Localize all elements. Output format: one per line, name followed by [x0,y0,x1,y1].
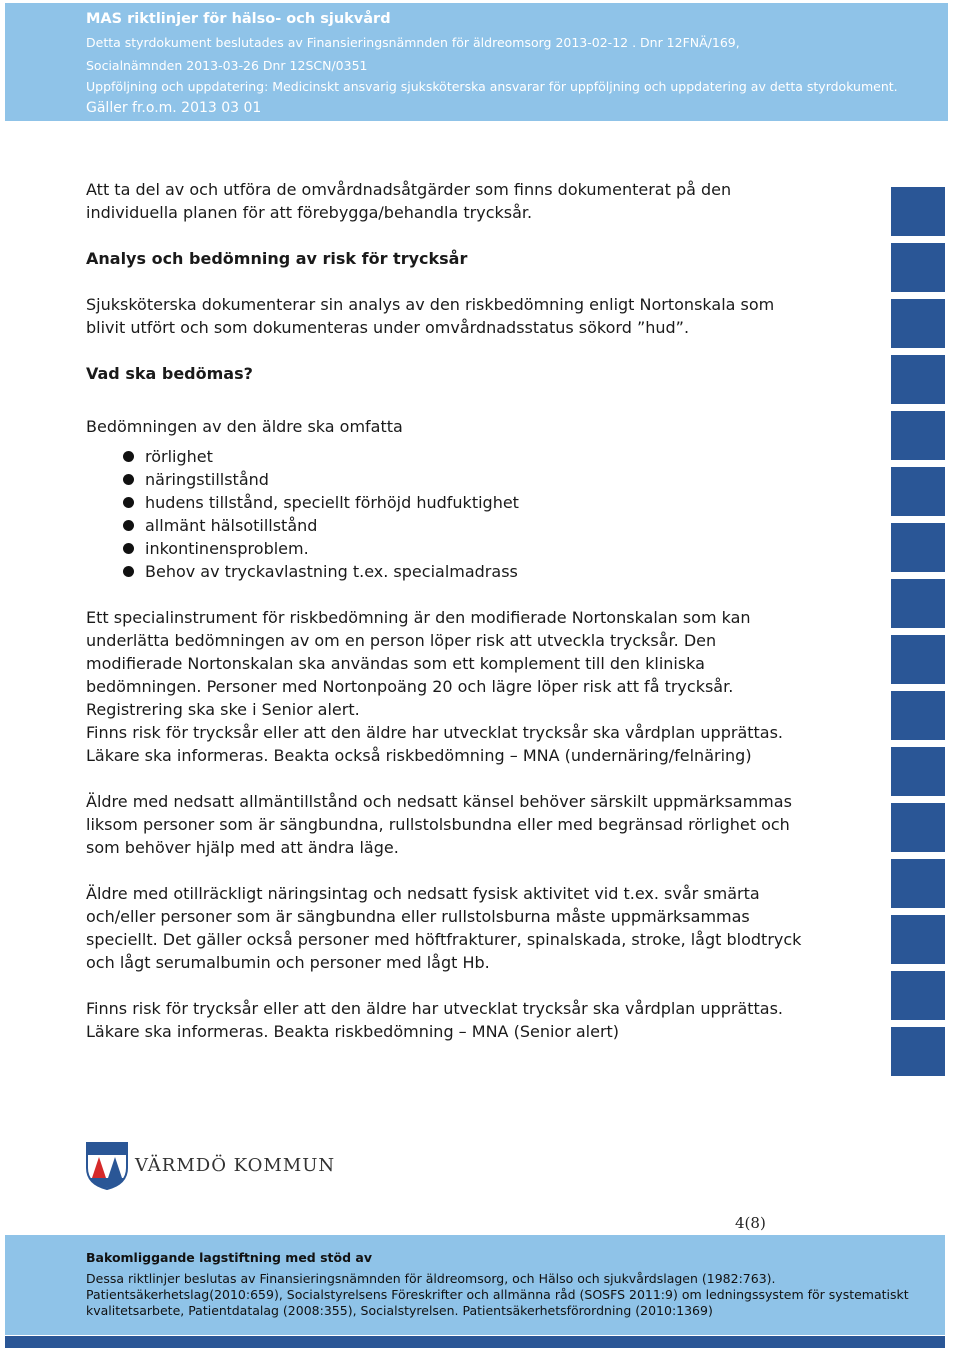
paragraph-line: Läkare ska informeras. Beakta också riskbedömning – MNA (undernäring/felnäring) [86,746,752,765]
nutrition-paragraph [86,882,886,974]
decorative-square [891,1027,945,1076]
municipality-shield-icon [86,1142,128,1190]
list-item: Behov av tryckavlastning t.ex. specialmadrass [86,560,886,583]
document-header [5,3,948,121]
bullet-icon [123,497,134,508]
decorative-square [891,243,945,292]
header-social-committee-line: Socialnämnden 2013-03-26 Dnr 12SCN/0351 [86,58,368,73]
footer-line: Dessa riktlinjer beslutas av Finansieringsnämnden för äldreomsorg, och Hälso och sjukvårdslagen (1982:763). [86,1271,776,1286]
analysis-paragraph-line: Sjuksköterska dokumenterar sin analys av den riskbedömning enligt Nortonskala som [86,295,775,314]
list-item: hudens tillstånd, speciellt förhöjd hudfuktighet [86,491,886,514]
analysis-paragraph-line: blivit utfört och som dokumenteras under omvårdnadsstatus sökord ”hud”. [86,318,690,337]
varmdo-kommun-logo [86,1142,346,1192]
care-plan-paragraph [86,997,886,1043]
decorative-square [891,971,945,1020]
paragraph-line: Äldre med otillräckligt näringsintag och nedsatt fysisk aktivitet vid t.ex. svår smärta [86,884,760,903]
paragraph-line: underlätta bedömningen av om en person löper risk att utveckla trycksår. Den [86,631,717,650]
bullet-icon [123,543,134,554]
assessment-intro: Bedömningen av den äldre ska omfatta [86,417,403,436]
paragraph-line: Äldre med nedsatt allmäntillstånd och nedsatt känsel behöver särskilt uppmärksammas [86,792,792,811]
header-followup-line: Uppföljning och uppdatering: Medicinskt ansvarig sjuksköterska ansvarar för uppföljning och uppdatering av detta styrdokument. [86,79,898,94]
bullet-icon [123,520,134,531]
paragraph-line: och lågt serumalbumin och personer med lågt Hb. [86,953,490,972]
intro-line: individuella planen för att förebygga/behandla trycksår. [86,203,533,222]
paragraph-line: Finns risk för trycksår eller att den äldre har utvecklat trycksår ska vårdplan upprättas. [86,999,784,1018]
paragraph-line: Registrering ska ske i Senior alert. [86,700,360,719]
paragraph-line: bedömningen. Personer med Nortonpoäng 20 och lägre löper risk att få trycksår. [86,677,734,696]
decorative-square [891,859,945,908]
bullet-icon [123,451,134,462]
list-item: rörlighet [86,445,886,468]
section-heading-analysis: Analys och bedömning av risk för trycksår [86,249,468,268]
paragraph-line: som behöver hjälp med att ändra läge. [86,838,399,857]
elderly-condition-paragraph [86,790,886,859]
decorative-square [891,187,945,236]
document-footer [5,1235,945,1335]
decorative-square [891,691,945,740]
decorative-square [891,915,945,964]
decorative-square [891,299,945,348]
footer-accent-bar [5,1336,945,1348]
assessment-list [86,445,886,583]
list-item: näringstillstånd [86,468,886,491]
decorative-square [891,803,945,852]
section-heading-what-to-assess: Vad ska bedömas? [86,364,253,383]
footer-line: kvalitetsarbete, Patientdatalag (2008:355), Socialstyrelsen. Patientsäkerhetsförordning (2010:1369) [86,1303,713,1318]
decorative-square [891,523,945,572]
norton-paragraph [86,606,886,767]
paragraph-line: Ett specialinstrument för riskbedömning är den modifierade Nortonskalan som kan [86,608,751,627]
paragraph-line: Läkare ska informeras. Beakta riskbedömning – MNA (Senior alert) [86,1022,620,1041]
header-valid-from: Gäller fr.o.m. 2013 03 01 [86,100,262,116]
list-item: inkontinensproblem. [86,537,886,560]
footer-line: Patientsäkerhetslag(2010:659), Socialstyrelsens Föreskrifter och allmänna råd (SOSFS 2011:9) om ledningssystem för systematiskt [86,1287,909,1302]
decorative-square [891,467,945,516]
page-number: 4(8) [735,1214,766,1232]
header-decision-line: Detta styrdokument beslutades av Finansieringsnämnden för äldreomsorg 2013-02-12 . Dnr 12FNÄ/169, [86,35,740,50]
main-content [86,178,886,1043]
decorative-square [891,411,945,460]
paragraph-line: speciellt. Det gäller också personer med höftfrakturer, spinalskada, stroke, lågt blodtryck [86,930,802,949]
decorative-square [891,635,945,684]
paragraph-line: och/eller personer som är sängbundna eller rullstolsburna måste uppmärksammas [86,907,750,926]
intro-line: Att ta del av och utföra de omvårdnadsåtgärder som finns dokumenterat på den [86,180,732,199]
decorative-square [891,579,945,628]
header-title: MAS riktlinjer för hälso- och sjukvård [86,11,391,27]
bullet-icon [123,566,134,577]
decorative-square [891,747,945,796]
logo-text: VÄRMDÖ KOMMUN [135,1155,336,1176]
list-item: allmänt hälsotillstånd [86,514,886,537]
bullet-icon [123,474,134,485]
footer-title: Bakomliggande lagstiftning med stöd av [86,1250,372,1265]
paragraph-line: Finns risk för trycksår eller att den äldre har utvecklat trycksår ska vårdplan upprättas. [86,723,784,742]
decorative-square [891,355,945,404]
paragraph-line: liksom personer som är sängbundna, rullstolsbundna eller med begränsad rörlighet och [86,815,790,834]
paragraph-line: modifierade Nortonskalan ska användas som ett komplement till den kliniska [86,654,705,673]
